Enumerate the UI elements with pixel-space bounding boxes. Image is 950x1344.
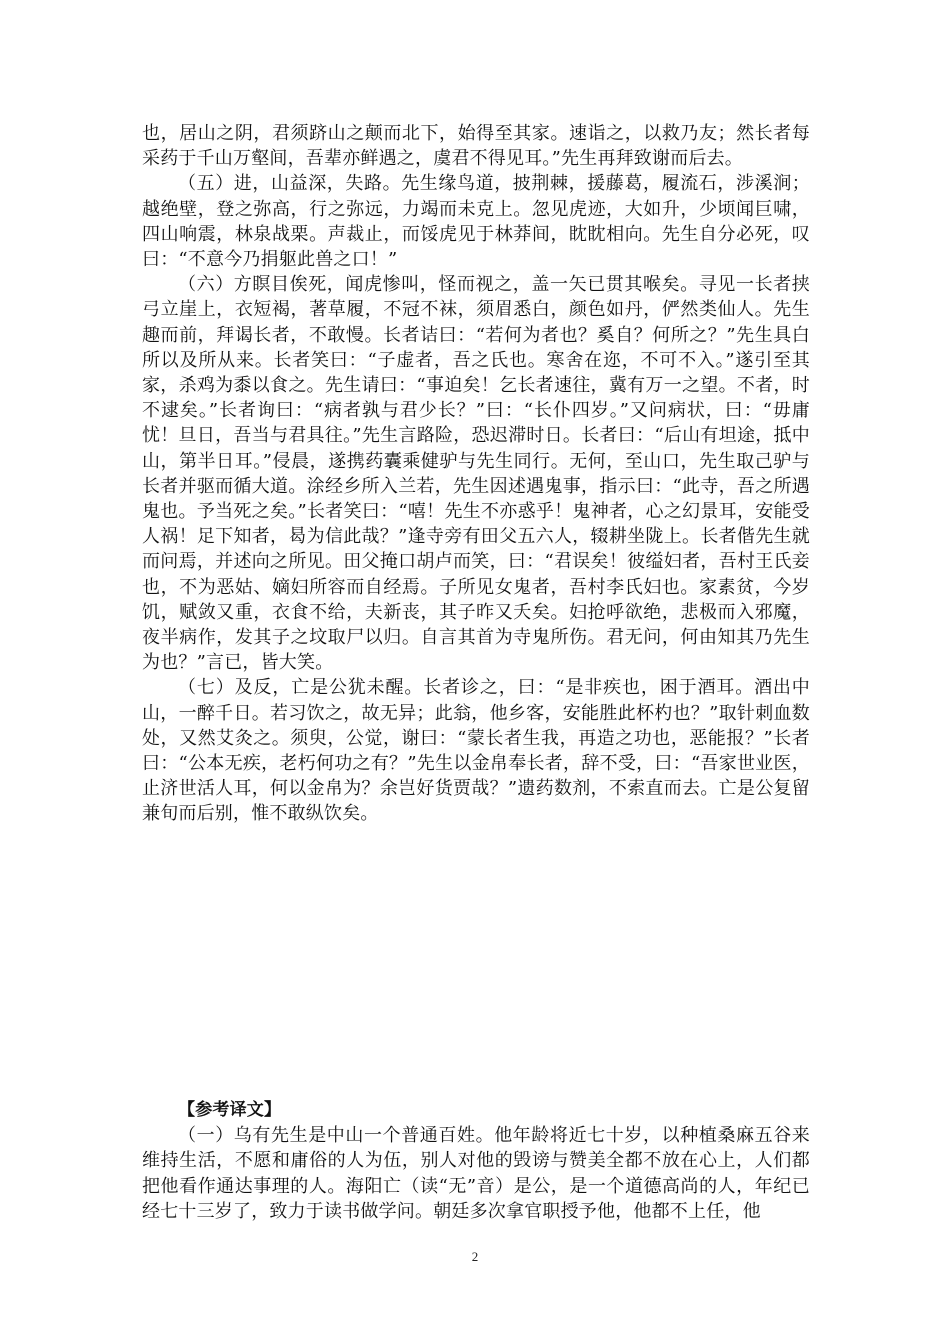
translation-paragraph-one: （一）乌有先生是中山一个普通百姓。他年龄将近七十岁，以种植桑麻五谷来维持生活，不愿和庸俗的人为伍，别人对他的毁谤与赞美全都不放在心上，人们都把他看作通达事理的人。海阳亡（读“无”音）是公，是一个道德高尚的人，年纪已经七十三岁了，致力于读书做学问。朝廷多次拿官职授予他，他都不上任，他 xyxy=(142,1125,810,1222)
paragraph-continuation: 也，居山之阴，君须跻山之颠而北下，始得至其家。速诣之，以救乃友；然长者每采药于千山万壑间，吾辈亦鲜遇之，虞君不得见耳。”先生再拜致谢而后去。 xyxy=(142,123,810,170)
classical-text-body xyxy=(142,121,810,827)
reference-heading: 【参考译文】 xyxy=(178,1100,282,1120)
reference-translation-section xyxy=(142,1098,810,1224)
paragraph-six: （六）方瞑目俟死，闻虎惨叫，怪而视之，盖一矢已贯其喉矣。寻见一长者挟弓立崖上，衣短褐，著草履，不冠不袜，须眉悉白，颜色如丹，俨然类仙人。先生趣而前，拜谒长者，不敢慢。长者诘曰：“若何为者也？奚自？何所之？”先生具白所以及所从来。长者笑曰：“子虚者，吾之氏也。寒舍在迩，不可不入。”遂引至其家，杀鸡为黍以食之。先生请曰：“事迫矣！乞长者速往，冀有万一之望。不者，时不逮矣。”长者询曰：“病者孰与君少长？”曰：“长仆四岁。”又问病状，曰：“毋庸忧！旦日，吾当与君具往。”先生言路险，恐迟滞时日。长者曰：“后山有坦途，抵中山，第半日耳。”侵晨，遂携药囊乘健驴与先生同行。无何，至山口，先生取己驴与长者并驱而循大道。涂经乡所入兰若，先生因述遇鬼事，指示曰：“此寺，吾之所遇鬼也。予当死之矣。”长者笑曰：“嘻！先生不亦惑乎！鬼神者，心之幻景耳，安能受人祸！足下知者，曷为信此哉？”逢寺旁有田父五六人，辍耕坐陇上。长者偕先生就而问焉，并述向之所见。田父掩口胡卢而笑，曰：“君误矣！彼缢妇者，吾村王氏妾也，不为恶姑、嫡妇所容而自经焉。子所见女鬼者，吾村李氏妇也。家素贫，今岁饥，赋敛又重，衣食不给，夫新丧，其子昨又夭矣。妇抢呼欲绝，悲极而入邪魔，夜半病作，发其子之坟取尸以归。自言其首为寺鬼所伤。君无问，何由知其乃先生为也？”言已，皆大笑。 xyxy=(142,274,810,674)
paragraph-seven: （七）及反，亡是公犹未醒。长者诊之，曰：“是非疾也，困于酒耳。酒出中山，一醉千日。若习饮之，故无异；此翁，他乡客，安能胜此杯杓也？”取针刺血数处，又然艾灸之。须臾，公觉，谢曰：“蒙长者生我，再造之功也，恶能报？”长者曰：“公本无疾，老朽何功之有？”先生以金帛奉长者，辞不受，曰：“吾家世业医，止济世活人耳，何以金帛为？余岂好货贾哉？”遗药数剂，不索直而去。亡是公复留兼旬而后别，惟不敢纵饮矣。 xyxy=(142,677,810,825)
paragraph-five: （五）进，山益深，失路。先生缘鸟道，披荆棘，援藤葛，履流石，涉溪涧；越绝壁，登之弥高，行之弥远，力竭而未克上。忽见虎迹，大如升，少顷闻巨啸，四山响震，林泉战栗。声裁止，而馁虎见于林莽间，眈眈相向。先生自分必死，叹曰：“不意今乃捐躯此兽之口！” xyxy=(142,173,810,271)
page-number: 2 xyxy=(471,1249,479,1264)
